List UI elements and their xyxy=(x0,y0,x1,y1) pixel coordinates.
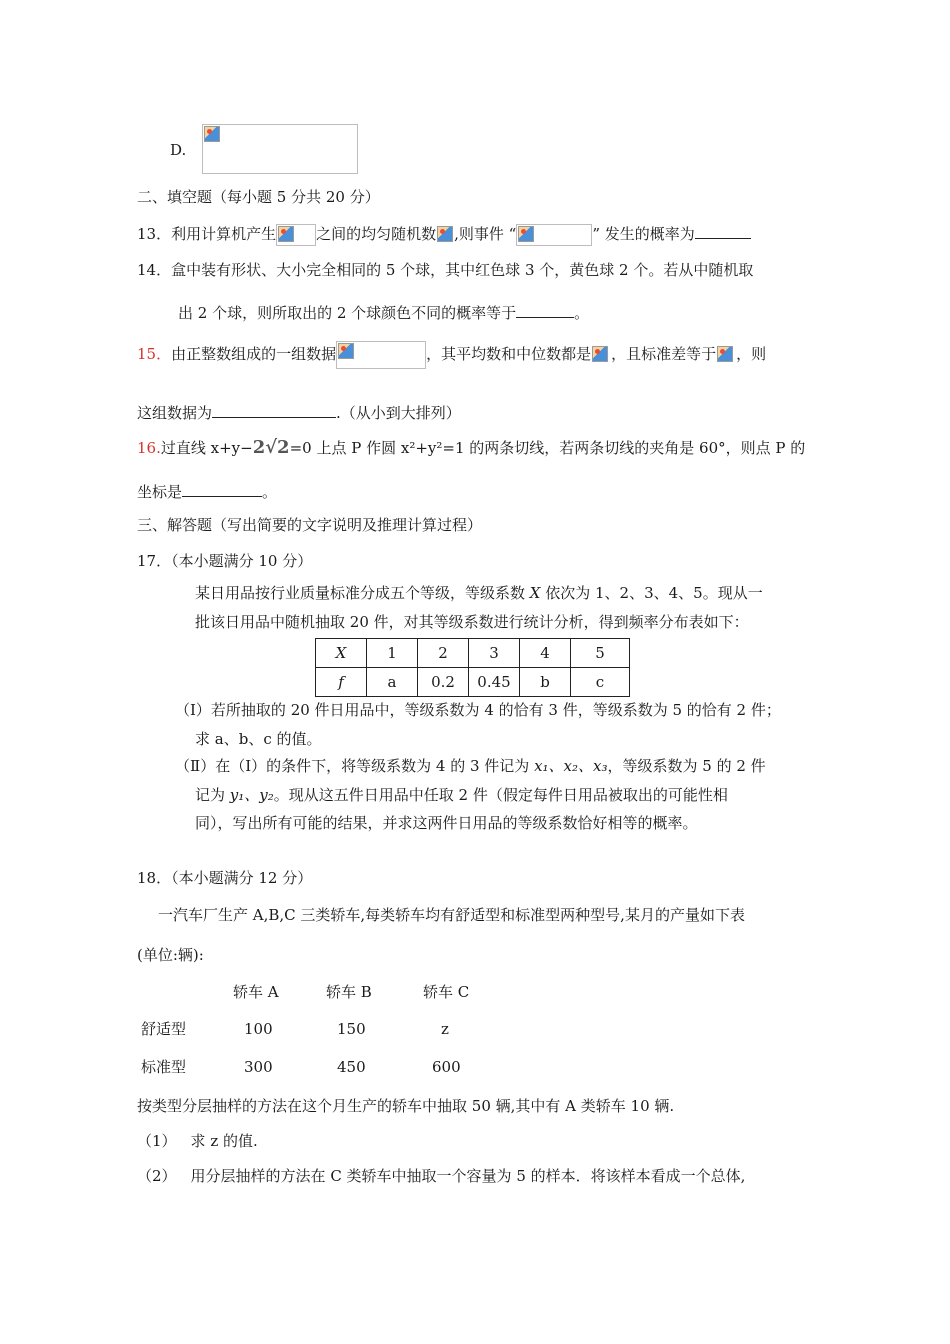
q18-score: （本小题满分 12 分） xyxy=(171,869,313,887)
q15-answer-blank xyxy=(212,402,336,418)
q17-part1-line2: 求 a、b、c 的值。 xyxy=(195,730,322,748)
q16-line2 xyxy=(137,481,277,502)
q17-variable-x: X xyxy=(529,584,541,602)
q15-number: 15． xyxy=(137,345,172,363)
q15-text-2: ，其平均数和中位数都是 xyxy=(426,345,592,363)
q13-number: 13． xyxy=(137,225,172,243)
q17-frequency-table xyxy=(315,638,630,697)
table-cell: 300 xyxy=(244,1058,273,1076)
q17-part2-text-2: ，等级系数为 5 的 2 件 xyxy=(607,757,766,775)
q17-part2-line3: 同），写出所有可能的结果，并求这两件日用品的等级系数恰好相等的概率。 xyxy=(195,814,698,832)
table-row xyxy=(316,668,630,697)
q17-para-1 xyxy=(195,583,763,603)
q18-sub2-text: 用分层抽样的方法在 C 类轿车中抽取一个容量为 5 的样本．将该样本看成一个总体, xyxy=(190,1167,746,1185)
section2-title: 二、填空题（每小题 5 分共 20 分） xyxy=(137,188,380,206)
col-header-a: 轿车 A xyxy=(233,983,279,1001)
q18-sub2 xyxy=(137,1166,745,1186)
table-cell: 2 xyxy=(418,639,469,668)
q13-text-2: 之间的均匀随机数 xyxy=(316,225,437,243)
q13-event-image xyxy=(516,224,592,246)
broken-image-icon xyxy=(204,126,220,142)
table-cell: 0.45 xyxy=(469,668,520,697)
q16-text-2: =0 上点 P 作圆 x²+y²=1 的两条切线，若两条切线的夹角是 60°，则点 P 的 xyxy=(289,439,806,457)
q13-text-1: 利用计算机产生 xyxy=(171,225,277,243)
table-cell: 150 xyxy=(337,1020,366,1038)
q18-sub1-number: （1） xyxy=(137,1132,177,1150)
table-cell: 4 xyxy=(520,639,571,668)
q17-score: （本小题满分 10 分） xyxy=(171,552,313,570)
table-cell: 5 xyxy=(571,639,630,668)
q16-sqrt-expression: 2√2 xyxy=(252,437,290,458)
option-d-image xyxy=(202,124,358,174)
q14-answer-blank xyxy=(516,302,574,318)
row-label-comfort: 舒适型 xyxy=(141,1020,187,1038)
section3-title: 三、解答题（写出简要的文字说明及推理计算过程） xyxy=(137,516,483,534)
q15-text-1: 由正整数组成的一组数据 xyxy=(171,345,337,363)
table-cell: 100 xyxy=(244,1020,273,1038)
table-cell: b xyxy=(520,668,571,697)
q13-variable-image xyxy=(436,225,454,245)
q16-line1 xyxy=(137,438,805,458)
q18-sub2-number: （2） xyxy=(137,1167,177,1185)
broken-image-icon xyxy=(592,346,608,362)
row-label-standard: 标准型 xyxy=(141,1058,187,1076)
q16-answer-blank xyxy=(182,481,262,497)
q18-para-3: 按类型分层抽样的方法在这个月生产的轿车中抽取 50 辆,其中有 A 类轿车 10 辆. xyxy=(137,1097,675,1115)
q15-stddev-image xyxy=(716,345,736,369)
q14-text-1: 盒中装有形状、大小完全相同的 5 个球，其中红色球 3 个，黄色球 2 个。若从中随机取 xyxy=(171,261,754,279)
q14-number: 14． xyxy=(137,261,172,279)
q18-sub1-text: 求 z 的值. xyxy=(190,1132,258,1150)
q17-part2-line2 xyxy=(195,785,728,805)
q15-data-image xyxy=(336,341,426,369)
col-header-b: 轿车 B xyxy=(326,983,372,1001)
q17-part2-line1 xyxy=(175,756,766,776)
q13-answer-blank xyxy=(695,223,751,239)
q18-header xyxy=(137,868,312,888)
broken-image-icon xyxy=(278,226,294,242)
table-row xyxy=(316,639,630,668)
q15-mean-image xyxy=(591,345,611,367)
table-cell: 600 xyxy=(432,1058,461,1076)
table-cell: z xyxy=(441,1020,449,1038)
q16-number: 16. xyxy=(137,439,161,457)
broken-image-icon xyxy=(437,226,453,242)
q16-text-3: 坐标是 xyxy=(137,483,183,501)
q18-sub1 xyxy=(137,1131,258,1151)
q15-text-5: 这组数据为 xyxy=(137,404,213,422)
q15-line1 xyxy=(137,341,766,369)
col-header-c: 轿车 C xyxy=(423,983,470,1001)
q13 xyxy=(137,223,751,246)
q17-y-variables: y₁、y₂ xyxy=(229,786,274,804)
table-cell: 3 xyxy=(469,639,520,668)
q15-line2 xyxy=(137,402,461,423)
table-cell: 0.2 xyxy=(418,668,469,697)
q18-para-1: 一汽车厂生产 A,B,C 三类轿车,每类轿车均有舒适型和标准型两种型号,某月的产量如下表 xyxy=(158,906,745,924)
q16-text-4: 。 xyxy=(262,483,278,501)
q13-interval-image xyxy=(276,224,316,246)
q15-text-4: ，则 xyxy=(736,345,767,363)
q18-number: 18． xyxy=(137,869,172,887)
table-cell: a xyxy=(367,668,418,697)
broken-image-icon xyxy=(338,343,354,359)
q17-part2-text-1: （Ⅱ）在（Ⅰ）的条件下，将等级系数为 4 的 3 件记为 xyxy=(175,757,535,775)
q13-text-3: ,则事件 “ xyxy=(454,225,517,243)
q17-part2-text-3: 记为 xyxy=(195,786,230,804)
q17-part1-line1: （Ⅰ）若所抽取的 20 件日用品中，等级系数为 4 的恰有 3 件，等级系数为 5 的恰有 2 件； xyxy=(175,701,781,719)
q15-text-3: ，且标准差等于 xyxy=(611,345,717,363)
q17-para-2: 批该日用品中随机抽取 20 件，对其等级系数进行统计分析，得到频率分布表如下： xyxy=(195,613,749,631)
table-cell: f xyxy=(316,668,367,697)
q17-header xyxy=(137,551,312,571)
q14-text-3: 。 xyxy=(574,304,590,322)
q17-part2-text-4: 。现从这五件日用品中任取 2 件（假定每件日用品被取出的可能性相 xyxy=(273,786,728,804)
q17-text-2: 依次为 1、2、3、4、5。现从一 xyxy=(540,584,763,602)
table-cell: 1 xyxy=(367,639,418,668)
broken-image-icon xyxy=(717,346,733,362)
q13-text-4: ” 发生的概率为 xyxy=(592,225,695,243)
q15-text-6: .（从小到大排列） xyxy=(336,404,461,422)
q17-text-1: 某日用品按行业质量标准分成五个等级，等级系数 xyxy=(195,584,530,602)
q17-number: 17． xyxy=(137,552,172,570)
table-cell: X xyxy=(316,639,367,668)
q17-x-variables: x₁、x₂、x₃ xyxy=(534,757,608,775)
q14-text-2: 出 2 个球，则所取出的 2 个球颜色不同的概率等于 xyxy=(178,304,517,322)
q14-line1 xyxy=(137,260,753,280)
q14-line2 xyxy=(178,302,589,323)
table-cell: 450 xyxy=(337,1058,366,1076)
q16-text-1: 过直线 x+y− xyxy=(160,439,253,457)
q18-para-2: (单位:辆): xyxy=(137,946,204,964)
broken-image-icon xyxy=(518,226,534,242)
table-cell: c xyxy=(571,668,630,697)
option-d-label: D. xyxy=(170,141,187,159)
